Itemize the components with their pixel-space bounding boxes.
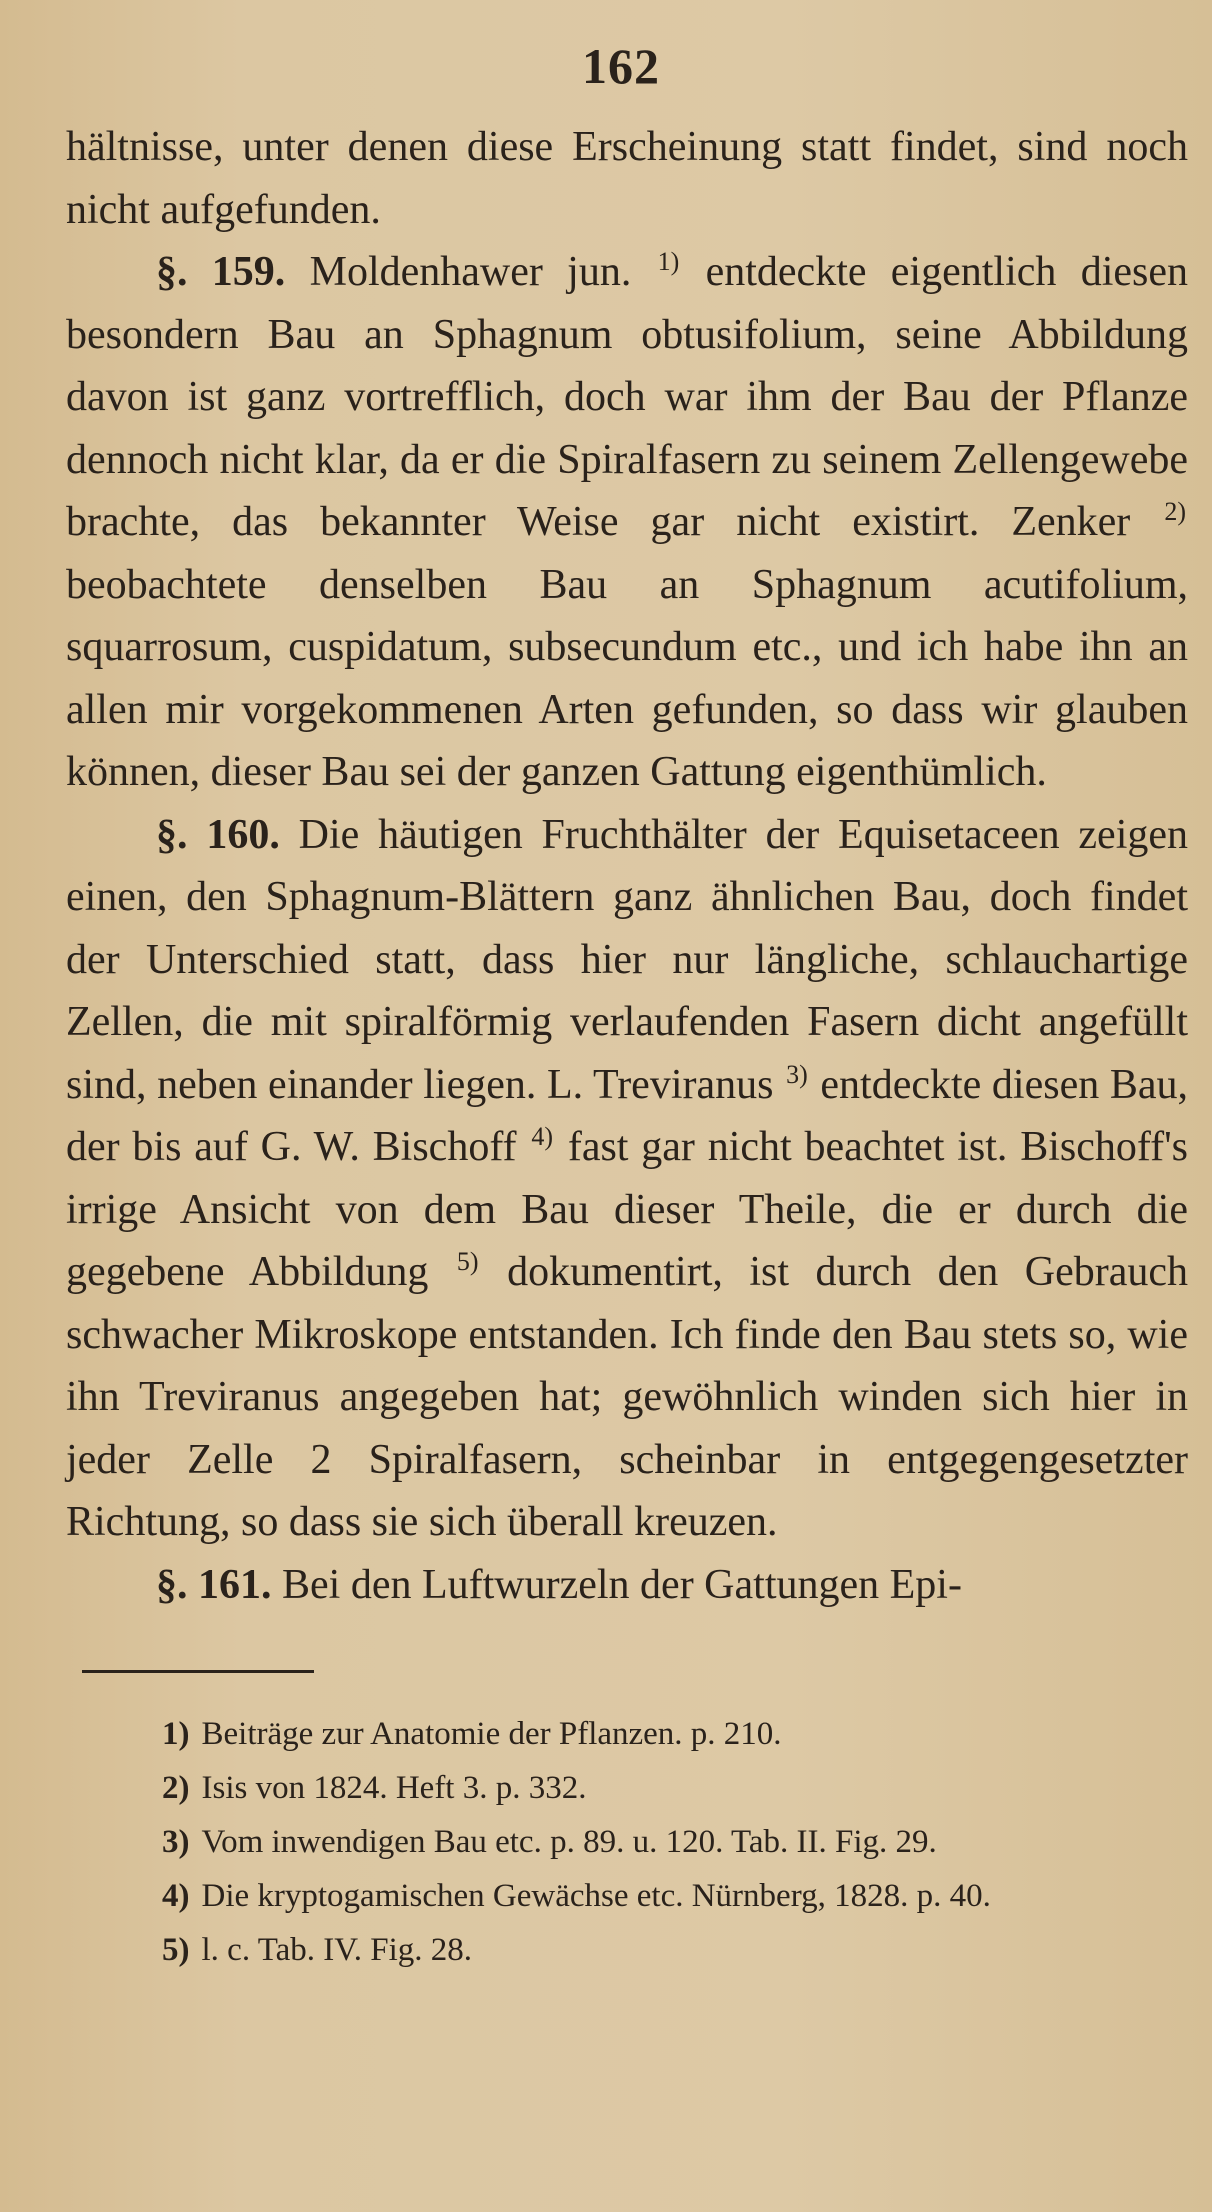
footnote-text: Beiträge zur Anatomie der Pflanzen. p. 210.: [201, 1716, 782, 1752]
paragraph-text: Moldenhawer jun.: [285, 249, 656, 295]
footnote-text: l. c. Tab. IV. Fig. 28.: [201, 1932, 473, 1968]
paragraph-text: fast gar nicht beachtet ist. Bischoff's irrige Ansicht von dem Bau dieser Theile, die er durch die gegebene Abbildung: [66, 1124, 1188, 1295]
paragraph-text: entdeckte eigentlich diesen besondern Bau an Sphagnum obtusifolium, seine Abbildung davon ist ganz vortrefflich, doch war ihm der Bau der Pflanze dennoch nicht klar, da er die Spiralfasern zu seinem Zellengewebe brachte, das bekannter Weise gar nicht existirt. Zenker: [66, 249, 1188, 545]
footnote-rule: [82, 1670, 314, 1673]
footnote-reference: 3): [786, 1059, 808, 1089]
paragraph-text: Die häutigen Fruchthälter der Equisetaceen zeigen einen, den Sphagnum-Blättern ganz ähnlichen Bau, doch findet der Unterschied statt, dass hier nur längliche, schlauchartige Zellen, die mit spiralförmig verlaufenden Fasern dicht angefüllt sind, neben einander liegen. L. Treviranus: [66, 811, 1189, 1108]
body-text: [66, 116, 1188, 1616]
body-paragraph: [66, 804, 1188, 1554]
page-number: 162: [582, 38, 660, 94]
footnote-mark: 2): [162, 1770, 190, 1806]
body-paragraph: [66, 1554, 1188, 1617]
section-number: §. 160.: [156, 811, 280, 858]
footnote: [162, 1815, 1188, 1869]
footnotes: [66, 1707, 1188, 1977]
footnote: [162, 1707, 1188, 1761]
footnote-mark: 5): [162, 1932, 190, 1968]
footnote: [162, 1761, 1188, 1815]
footnote-text: Isis von 1824. Heft 3. p. 332.: [201, 1770, 587, 1806]
footnote-text: Die kryptogamischen Gewächse etc. Nürnberg, 1828. p. 40.: [201, 1878, 991, 1914]
footnote-text: Vom inwendigen Bau etc. p. 89. u. 120. Tab. II. Fig. 29.: [201, 1824, 937, 1860]
paragraph-text: dokumentirt, ist durch den Gebrauch schwacher Mikroskope entstanden. Ich finde den Bau stets so, wie ihn Treviranus angegeben hat; gewöhnlich winden sich hier in jeder Zelle 2 Spiralfasern, scheinbar in entgegengesetzter Richtung, so dass sie sich überall kreuzen.: [66, 1249, 1189, 1545]
body-paragraph: [66, 241, 1188, 804]
footnote-reference: 1): [657, 247, 680, 276]
footnote-reference: 5): [456, 1247, 479, 1276]
footnote-mark: 4): [162, 1878, 190, 1914]
paragraph-text: beobachtete denselben Bau an Sphagnum acutifolium, squarrosum, cuspidatum, subsecundum etc., und ich habe ihn an allen mir vorgekommenen Arten gefunden, so dass wir glauben können, dieser Bau sei der ganzen Gattung eigenthümlich.: [66, 561, 1188, 795]
paragraph-text: Bei den Luftwurzeln der Gattungen Epi-: [271, 1561, 962, 1608]
paragraph-text: hältnisse, unter denen diese Erscheinung statt findet, sind noch nicht aufgefunden.: [66, 124, 1188, 233]
paragraph-text: entdeckte diesen Bau, der bis auf G. W. Bischoff: [66, 1061, 1188, 1170]
footnote-mark: 3): [162, 1824, 190, 1860]
section-number: §. 161.: [156, 1561, 272, 1608]
body-paragraph: [66, 116, 1188, 241]
section-number: §. 159.: [156, 249, 286, 295]
footnote-mark: 1): [162, 1716, 190, 1752]
footnote: [162, 1869, 1188, 1923]
footnote: [162, 1923, 1188, 1977]
footnote-reference: 2): [1164, 497, 1186, 526]
footnote-reference: 4): [531, 1122, 554, 1151]
